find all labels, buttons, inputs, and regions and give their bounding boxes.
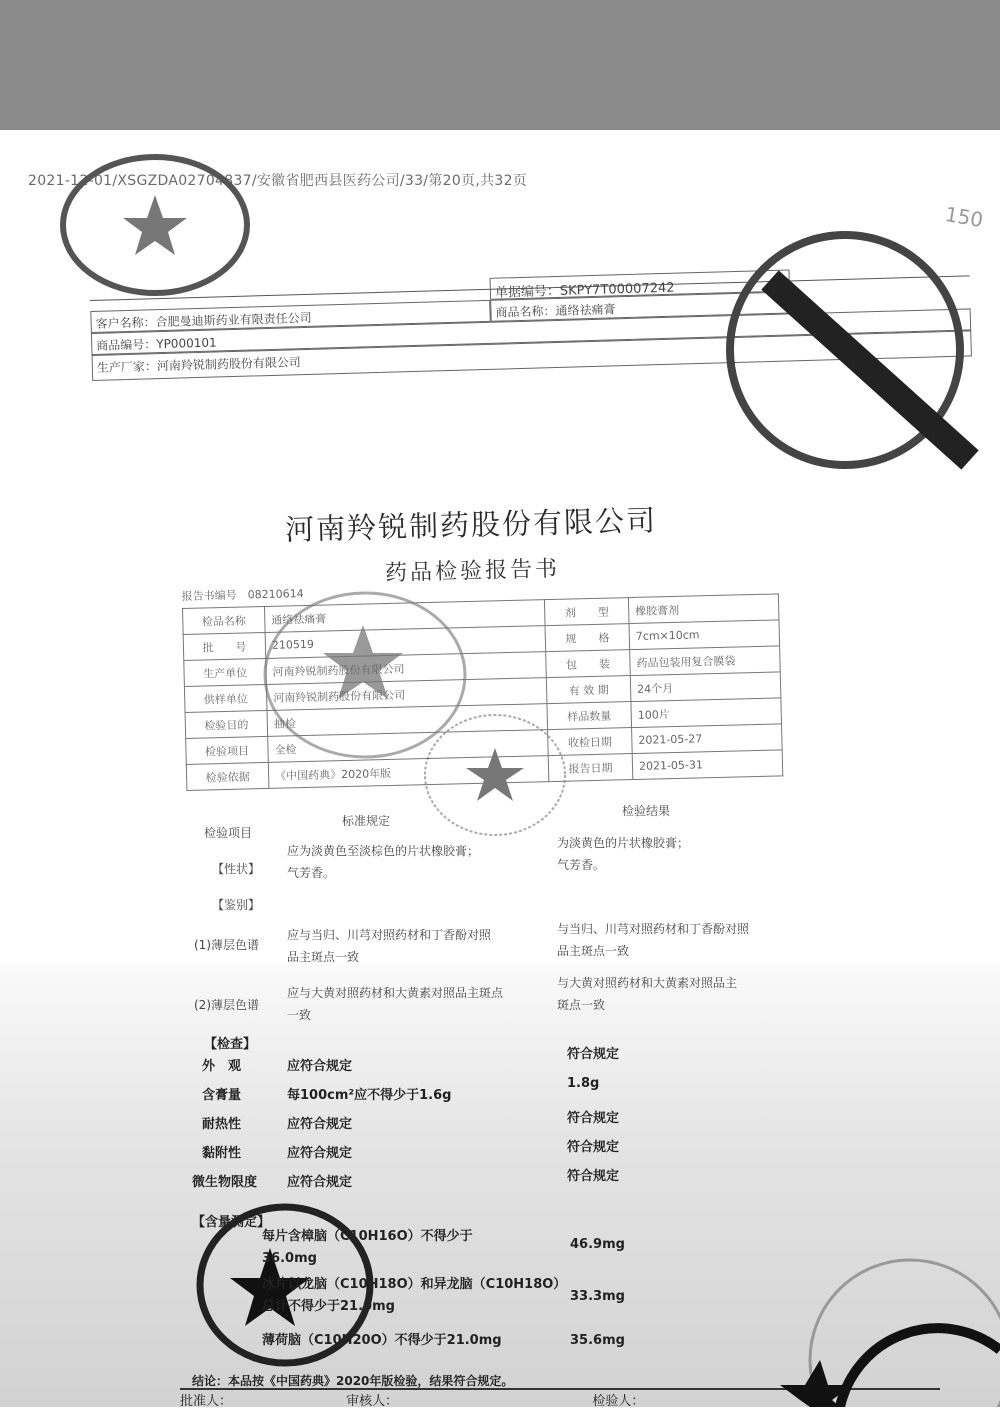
field-label: 收检日期 bbox=[548, 728, 633, 756]
conclusion: 结论：本品按《中国药典》2020年版检验，结果符合规定。 bbox=[192, 1374, 514, 1388]
check-standard: 应符合规定 bbox=[287, 1117, 353, 1132]
field-label: 有 效 期 bbox=[546, 676, 631, 704]
col-header-result: 检验结果 bbox=[622, 804, 671, 818]
reviewer-label: 审核人： bbox=[346, 1394, 399, 1409]
check-standard: 应符合规定 bbox=[287, 1059, 353, 1074]
col-header-standard: 标准规定 bbox=[342, 814, 391, 828]
std-text: 应为淡黄色至淡棕色的片状橡胶膏； bbox=[287, 844, 480, 858]
check-item: 含膏量 bbox=[202, 1088, 242, 1103]
field-value: 100片 bbox=[631, 698, 782, 728]
archive-header-line: 2021-12-01/XSGZDA02704837/安徽省肥西县医药公司/33/第20页,共32页 bbox=[28, 173, 528, 189]
signature-row bbox=[180, 1390, 644, 1409]
field-label: 样品数量 bbox=[547, 702, 632, 730]
std-text: 品主斑点一致 bbox=[287, 950, 360, 964]
report-number-value: 08210614 bbox=[247, 587, 304, 602]
result-text: 品主斑点一致 bbox=[557, 944, 630, 958]
field-label: 检验项目 bbox=[186, 736, 269, 764]
report-number-label: 报告书编号 bbox=[181, 588, 237, 604]
report-title: 药品检验报告书 bbox=[384, 556, 561, 587]
check-item: 耐热性 bbox=[202, 1117, 242, 1132]
check-item: 外 观 bbox=[202, 1059, 242, 1074]
field-label: 生产单位 bbox=[184, 658, 267, 686]
field-value: 橡胶膏剂 bbox=[628, 594, 779, 624]
section-assay: 【含量测定】 bbox=[192, 1215, 271, 1230]
result-text: 气芳香。 bbox=[557, 858, 606, 872]
check-result: 符合规定 bbox=[567, 1169, 620, 1184]
check-standard: 应符合规定 bbox=[287, 1175, 353, 1190]
check-item: 黏附性 bbox=[202, 1146, 242, 1161]
check-standard: 应符合规定 bbox=[287, 1146, 353, 1161]
stamp-top-right bbox=[710, 220, 980, 500]
std-text: 应与大黄对照药材和大黄素对照品主斑点 bbox=[287, 986, 504, 1000]
check-item: 微生物限度 bbox=[192, 1175, 258, 1190]
field-label: 检验依据 bbox=[186, 762, 269, 790]
approver-label: 批准人： bbox=[180, 1394, 233, 1409]
field-label: 包 装 bbox=[546, 650, 631, 678]
assay-std: 36.0mg bbox=[262, 1251, 317, 1266]
field-value: 《中国药典》2020年版 bbox=[268, 756, 549, 789]
field-label: 批 号 bbox=[183, 632, 266, 660]
report-info-table bbox=[181, 587, 786, 791]
check-result: 符合规定 bbox=[567, 1140, 620, 1155]
field-value: 2021-05-27 bbox=[632, 724, 783, 754]
star-icon bbox=[123, 195, 187, 255]
assay-std: 每片含樟脑（C10H16O）不得少于 bbox=[262, 1229, 473, 1244]
result-text: 斑点一致 bbox=[557, 998, 606, 1012]
stamp-quality-dept bbox=[780, 1250, 1000, 1407]
field-label: 报告日期 bbox=[548, 754, 633, 782]
result-text: 与当归、川芎对照药材和丁香酚对照 bbox=[557, 922, 750, 936]
assay-result: 35.6mg bbox=[570, 1333, 625, 1348]
section-appearance: 【性状】 bbox=[212, 862, 261, 876]
slip-customer: 客户名称：合肥曼迪斯药业有限责任公司 bbox=[90, 300, 490, 333]
assay-result: 33.3mg bbox=[570, 1289, 625, 1304]
field-value: 河南羚锐制药股份有限公司 bbox=[266, 678, 547, 711]
handwritten-page-mark: 150 bbox=[943, 201, 985, 233]
section-identification: 【鉴别】 bbox=[212, 898, 261, 912]
section-inspection: 【检查】 bbox=[204, 1037, 257, 1052]
slip-doc-no: 单据编号：SKPY7T00007242 bbox=[490, 269, 790, 299]
result-text: 为淡黄色的片状橡胶膏； bbox=[557, 836, 690, 850]
field-label: 检品名称 bbox=[183, 606, 266, 634]
scanner-background bbox=[0, 0, 1000, 130]
field-value: 2021-05-31 bbox=[632, 750, 783, 780]
field-value: 河南羚锐制药股份有限公司 bbox=[266, 652, 547, 685]
assay-result: 46.9mg bbox=[570, 1237, 625, 1252]
assay-std: 薄荷脑（C10H20O）不得少于21.0mg bbox=[262, 1333, 502, 1348]
company-title: 河南羚锐制药股份有限公司 bbox=[284, 503, 658, 547]
item-label: (1)薄层色谱 bbox=[194, 938, 259, 952]
field-value: 全检 bbox=[268, 730, 549, 763]
assay-std: 冰片以龙脑（C10H18O）和异龙脑（C10H18O） bbox=[262, 1277, 567, 1292]
field-value: 通络祛痛膏 bbox=[264, 600, 545, 633]
field-label: 剂 型 bbox=[544, 598, 629, 626]
check-result: 1.8g bbox=[567, 1076, 600, 1091]
check-result: 符合规定 bbox=[567, 1111, 620, 1126]
slip-product-code: 商品编号：YP000101 bbox=[91, 308, 971, 355]
std-text: 应与当归、川芎对照药材和丁香酚对照 bbox=[287, 928, 492, 942]
field-value: 7cm×10cm bbox=[629, 620, 780, 650]
check-result: 符合规定 bbox=[567, 1047, 620, 1062]
result-text: 与大黄对照药材和大黄素对照品主 bbox=[557, 976, 738, 990]
stamp-top-left bbox=[55, 150, 255, 300]
col-header-item: 检验项目 bbox=[204, 826, 253, 840]
field-label: 供样单位 bbox=[184, 684, 267, 712]
assay-std: 总计不得少于21.0mg bbox=[262, 1299, 395, 1314]
slip-manufacturer: 生产厂家：河南羚锐制药股份有限公司 bbox=[92, 330, 972, 381]
std-text: 气芳香。 bbox=[287, 866, 336, 880]
field-value: 药品包装用复合膜袋 bbox=[630, 646, 781, 676]
inspector-label: 检验人： bbox=[592, 1394, 645, 1409]
field-value: 抽检 bbox=[267, 704, 548, 737]
field-value: 210519 bbox=[265, 626, 546, 659]
slip-product-name: 商品名称：通络祛痛膏 bbox=[490, 291, 790, 321]
field-label: 规 格 bbox=[545, 624, 630, 652]
field-value: 24个月 bbox=[630, 672, 781, 702]
field-label: 检验目的 bbox=[185, 710, 268, 738]
std-text: 一致 bbox=[287, 1008, 312, 1022]
check-standard: 每100cm²应不得少于1.6g bbox=[287, 1088, 452, 1103]
item-label: (2)薄层色谱 bbox=[194, 998, 259, 1012]
report-number bbox=[182, 585, 304, 604]
